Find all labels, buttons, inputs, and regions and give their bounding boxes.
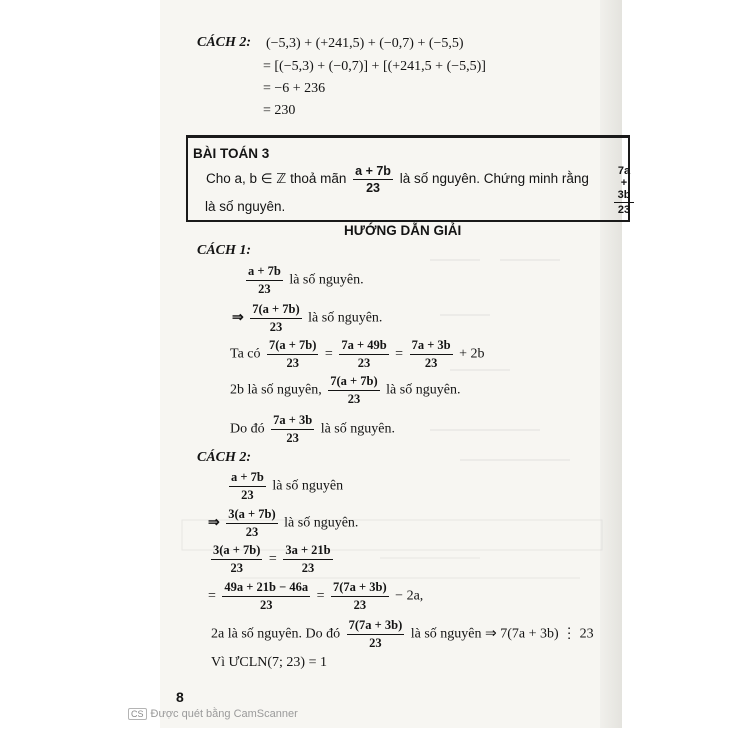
fraction: [410, 338, 453, 371]
line-tail: + 2b: [459, 346, 485, 362]
scanner-text: Được quét bằng CamScanner: [150, 708, 298, 720]
line-tail: là số nguyên.: [386, 382, 461, 398]
fraction-denominator: 23: [347, 392, 361, 406]
scanner-watermark: [128, 708, 298, 720]
method2-line-2: [208, 507, 358, 540]
line-text: Do đó: [230, 421, 265, 437]
fraction: [347, 618, 405, 651]
paper-edge: [600, 0, 622, 728]
fraction: [267, 338, 318, 371]
line-tail: là số nguyên ⇒ 7(7a + 3b) ⋮ 23: [410, 626, 594, 642]
fraction-denominator: 23: [353, 598, 367, 612]
method1-label: CÁCH 1:: [197, 243, 252, 258]
guide-title: HƯỚNG DẪN GIẢI: [344, 223, 462, 238]
problem-text-a: Cho a, b ∈ ℤ thoả mãn: [206, 171, 347, 187]
method2-line-4: [208, 580, 423, 613]
line-text: là số nguyên.: [289, 272, 364, 288]
fraction-numerator: a + 7b: [355, 164, 391, 178]
camscanner-logo-icon: CS: [128, 708, 147, 720]
fraction-denominator: 23: [424, 356, 438, 370]
fraction-denominator: 23: [260, 598, 273, 612]
fraction-numerator: 3(a + 7b): [226, 507, 277, 524]
equals-sign: =: [268, 551, 277, 567]
fraction-denominator: 23: [258, 282, 271, 296]
method2-line-1: [226, 470, 343, 503]
equals-sign: =: [208, 588, 216, 604]
fraction: [246, 264, 283, 297]
line-text: 2a là số nguyên. Do đó: [211, 626, 341, 642]
fraction-denominator: 23: [301, 561, 315, 575]
fraction-denominator: 23: [286, 431, 299, 445]
fraction-numerator: 7(a + 7b): [328, 374, 379, 391]
problem-title: BÀI TOÁN 3: [193, 146, 270, 161]
fraction-numerator: 3a + 21b: [283, 543, 332, 560]
line-text: là số nguyên: [272, 478, 344, 494]
implies-arrow: ⇒: [208, 515, 220, 531]
equals-sign: =: [324, 346, 333, 362]
line-text: là số nguyên.: [308, 310, 383, 326]
problem-fraction-1: [353, 164, 393, 195]
fraction: [283, 543, 332, 576]
fraction-numerator: 7a + 3b: [271, 413, 314, 430]
fraction-numerator: 7a + 3b: [614, 165, 634, 203]
fraction-numerator: 7(7a + 3b): [331, 580, 389, 597]
method1-line-5: [230, 413, 395, 446]
page-number: 8: [176, 689, 184, 705]
fraction-numerator: 7a + 3b: [410, 338, 453, 355]
method1-line-3: [230, 338, 485, 371]
method1-line-2: [232, 302, 382, 335]
fraction: [250, 302, 301, 335]
fraction-numerator: 7a + 49b: [339, 338, 388, 355]
method1-line-4: [230, 374, 460, 407]
fraction-numerator: a + 7b: [246, 264, 283, 281]
problem-text-b: là số nguyên. Chứng minh rằng: [399, 171, 589, 187]
fraction-denominator: 23: [230, 561, 243, 575]
calc-line-2: = [(−5,3) + (−0,7)] + [(+241,5 + (−5,5)]: [263, 59, 486, 74]
fraction: [222, 580, 310, 613]
fraction-numerator: 3(a + 7b): [211, 543, 262, 560]
fraction-numerator: 7(7a + 3b): [347, 618, 405, 635]
fraction: [339, 338, 388, 371]
fraction: [226, 507, 277, 540]
method2-line-6: Vì ƯCLN(7; 23) = 1: [211, 655, 327, 670]
calc-line-3: = −6 + 236: [263, 81, 326, 96]
fraction: [271, 413, 314, 446]
problem-statement-line-2: là số nguyên.: [205, 199, 286, 214]
fraction: [328, 374, 379, 407]
fraction-numerator: a + 7b: [229, 470, 266, 487]
fraction: [211, 543, 262, 576]
fraction-numerator: 49a + 21b − 46a: [222, 580, 310, 597]
method2-line-3: [208, 543, 336, 576]
equals-sign: =: [395, 346, 404, 362]
previous-method-label: CÁCH 2:: [197, 35, 252, 50]
fraction-numerator: 7(a + 7b): [250, 302, 301, 319]
line-text: là số nguyên.: [284, 515, 359, 531]
line-tail: − 2a,: [395, 588, 424, 604]
fraction-denominator: 23: [286, 356, 299, 370]
line-text: 2b là số nguyên,: [230, 382, 322, 398]
fraction-numerator: 7(a + 7b): [267, 338, 318, 355]
fraction: [229, 470, 266, 503]
fraction-denominator: 23: [269, 320, 283, 334]
fraction-denominator: 23: [366, 181, 380, 195]
method2-line-5: [211, 618, 594, 651]
line-text: Ta có: [230, 346, 261, 362]
method1-line-1: [243, 264, 364, 297]
implies-arrow: ⇒: [232, 310, 244, 326]
method2-label: CÁCH 2:: [197, 450, 252, 465]
calc-line-4: = 230: [263, 103, 296, 118]
cut-off-fraction: [614, 165, 634, 216]
fraction: [331, 580, 389, 613]
fraction-denominator: 23: [369, 636, 382, 650]
equals-sign: =: [316, 588, 325, 604]
problem-statement-line-1: [206, 164, 589, 195]
fraction-denominator: 23: [245, 525, 259, 539]
calc-line-1: (−5,3) + (+241,5) + (−0,7) + (−5,5): [266, 36, 464, 51]
fraction-denominator: 23: [617, 204, 631, 216]
line-tail: là số nguyên.: [320, 421, 395, 437]
fraction-denominator: 23: [241, 488, 254, 502]
fraction-denominator: 23: [357, 356, 371, 370]
